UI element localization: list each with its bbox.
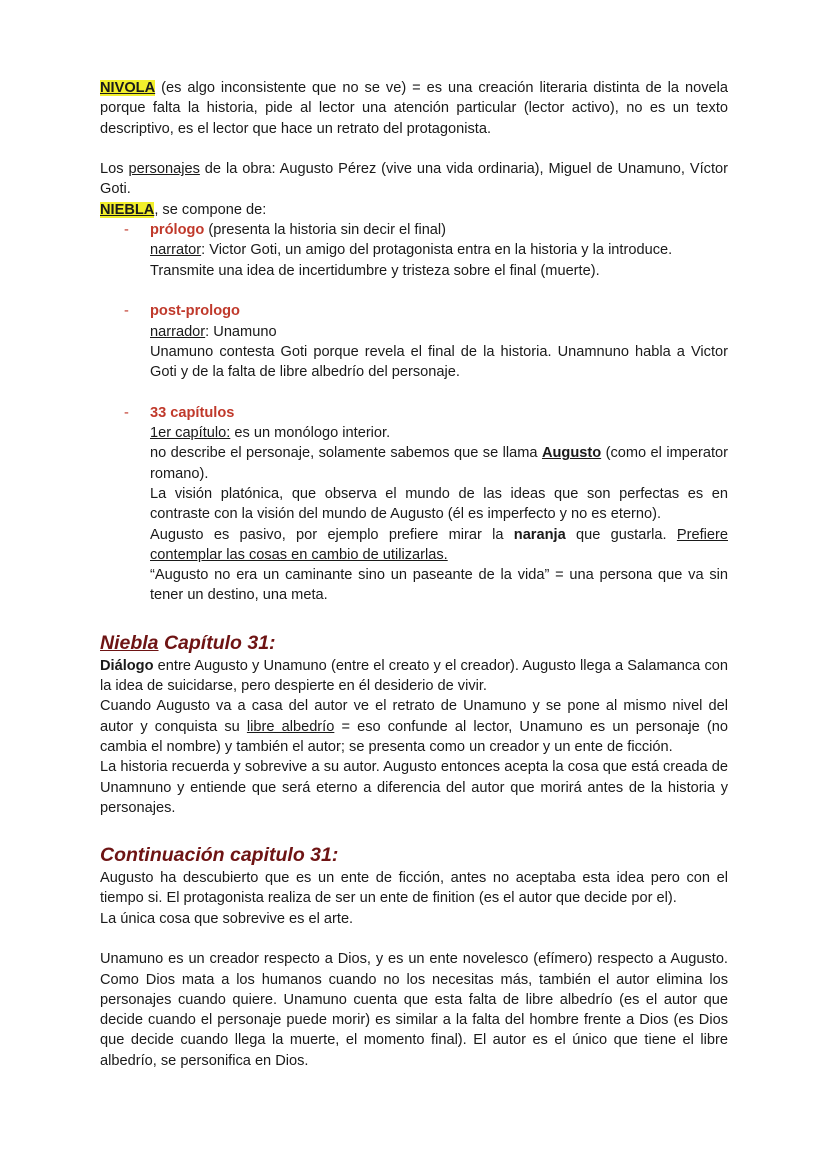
postprologo-title: post-prologo	[150, 303, 240, 320]
list-item-postprologo	[100, 301, 728, 382]
cont31-p2: La única cosa que sobrevive es el arte.	[100, 910, 354, 927]
cont31-heading: Continuación capitulo 31:	[100, 844, 339, 867]
capitulos-line2	[150, 443, 728, 484]
niebla-term: NIEBLA	[100, 201, 155, 218]
personajes-pre: Los	[100, 161, 129, 178]
prologo-narrador-text: : Victor Goti, un amigo del protagonista entra en la historia y la introduce. Transmite una idea de incertidumbre y tristeza sobre el final (muerte).	[150, 242, 673, 279]
dash-bullet: -	[124, 222, 129, 239]
list-item-prologo	[100, 220, 728, 281]
line4-mid: que gustarla.	[565, 526, 677, 543]
cap31-p2-pre: Cuando Augusto va a casa del autor ve el retrato de Unamuno y se pone al mismo nivel del autor y conquista su	[100, 698, 728, 735]
capitulos-line3: La visión platónica, que observa el mundo de las ideas que son perfectas es en contraste con la visión del mundo de Augusto (él es imperfecto y no es eterno).	[150, 485, 728, 523]
cap1-text: es un monólogo interior.	[230, 425, 391, 442]
cap31-p1	[100, 656, 728, 697]
capitulos-title: 33 capítulos	[150, 404, 235, 421]
list-item-capitulos	[100, 403, 728, 606]
line4-underlined: Prefiere contemplar las cosas en cambio de utilizarlas.	[150, 526, 728, 563]
postprologo-body: Unamuno contesta Goti porque revela el final de la historia. Unamnuno habla a Victor Goti y de la falta de libre albedrío del personaje.	[150, 343, 728, 381]
prologo-note: (presenta la historia sin decir el final)	[204, 222, 447, 239]
prologo-title: prólogo	[150, 222, 205, 239]
dash-bullet: -	[124, 404, 129, 421]
libre-albedrio: libre albedrío	[246, 718, 335, 735]
line4-pre: Augusto es pasivo, por ejemplo prefiere mirar la	[150, 526, 514, 543]
cap1-label: 1er capítulo:	[150, 425, 231, 442]
cap31-heading-niebla: Niebla	[100, 631, 159, 654]
augusto-name: Augusto	[541, 445, 602, 462]
cont31-p1: Augusto ha descubierto que es un ente de ficción, antes no aceptaba esta idea pero con el tiempo si. El protagonista realiza de ser un ente de finition (es el autor que decide por el).	[100, 870, 728, 907]
nivola-paragraph	[100, 78, 728, 139]
personajes-paragraph	[100, 159, 728, 200]
naranja-word: naranja	[513, 526, 566, 543]
cap31-p2-post: = eso confunde al lector, Unamuno es un personaje (no cambia el nombre) y también el autor; se presenta como un creador y un ente de ficción.	[100, 718, 728, 755]
nivola-definition: (es algo inconsistente que no se ve) = es una creación literaria distinta de la novela porque falta la historia, pide al lector una atención particular (lector activo), no es un texto descriptivo, es el lector que hace un retrato del protagonista.	[100, 80, 728, 137]
cap31-heading	[100, 630, 728, 656]
postprologo-narrador-label: narrador	[150, 323, 206, 340]
nivola-term: NIVOLA	[100, 80, 156, 96]
postprologo-narrador-text: : Unamuno	[205, 323, 277, 340]
cap31-heading-rest: Capítulo 31:	[158, 631, 276, 654]
niebla-structure-list	[100, 220, 728, 606]
dash-bullet: -	[124, 303, 129, 320]
line2-pre: no describe el personaje, solamente sabemos que se llama	[150, 445, 542, 462]
cap31-p3: La historia recuerda y sobrevive a su autor. Augusto entonces acepta la cosa que está creada de Unamnuno y entiende que será eterno a diferencia del autor que morirá antes de la historia y personajes.	[100, 759, 728, 816]
prologo-narrador-label: narrator	[150, 242, 202, 259]
personajes-list: de la obra: Augusto Pérez (vive una vida ordinaria), Miguel de Unamuno, Víctor Goti.	[100, 161, 728, 198]
document-page	[100, 78, 728, 1071]
niebla-text: , se compone de:	[154, 201, 267, 218]
dialogo-word: Diálogo	[100, 657, 154, 674]
personajes-term: personajes	[128, 161, 200, 178]
niebla-paragraph	[100, 200, 728, 220]
cont31-p3: Unamuno es un creador respecto a Dios, y es un ente novelesco (efímero) respecto a Augusto. Como Dios mata a los humanos cuando no los necesitas más, también el autor elimina los personajes cuando quiere. Unamuno cuenta que esta falta de libre albedrío (es el autor que decide cuando el personaje puede morir) es similar a la falta del hombre frente a Dios (es Dios que decide cuando llega la muerte, el momento final). El autor es el único que tiene el libre albedrío, se personifica en Dios.	[100, 951, 728, 1069]
capitulos-line4	[150, 525, 728, 566]
line2-post: (como el imperator romano).	[150, 445, 728, 482]
cap31-p2	[100, 696, 728, 757]
cap31-p1-text: entre Augusto y Unamuno (entre el creato y el creador). Augusto llega a Salamanca con la idea de suicidarse, pero despierte en él desiderio de vivir.	[100, 657, 728, 695]
capitulos-line5: “Augusto no era un caminante sino un paseante de la vida” = una persona que va sin tener un destino, una meta.	[150, 567, 728, 604]
